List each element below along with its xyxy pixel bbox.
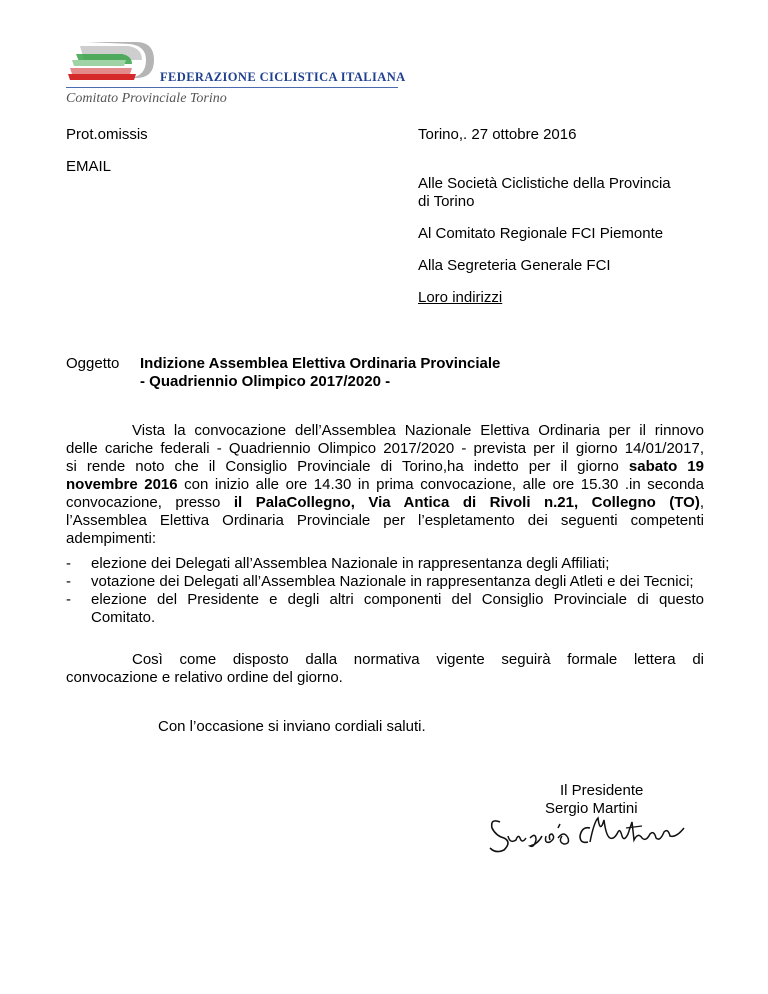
body-paragraph	[66, 422, 704, 548]
paragraph-line: Vista la convocazione dell’Assemblea Nazionale Elettiva Ordinaria per il rinnovo	[132, 422, 704, 439]
letterhead-divider	[66, 87, 398, 88]
paragraph-line: adempimenti:	[66, 530, 157, 547]
signatory-role: Il Presidente	[560, 782, 644, 799]
subject-subtitle: - Quadriennio Olimpico 2017/2020 -	[140, 373, 391, 390]
protocol-number: Prot.omissis	[66, 126, 148, 143]
handwritten-signature	[486, 808, 696, 858]
agenda-item-text: votazione dei Delegati all’Assemblea Nazionale in rappresentanza degli Atleti e dei Tecnici;	[91, 573, 694, 590]
paragraph-line: convocazione e relativo ordine del giorno.	[66, 669, 343, 686]
agenda-item-text: elezione dei Delegati all’Assemblea Nazionale in rappresentanza degli Affiliati;	[91, 555, 610, 572]
agenda-item	[66, 573, 704, 591]
place-date: Torino,. 27 ottobre 2016	[418, 126, 577, 143]
agenda-item-text: elezione del Presidente e degli altri componenti del Consiglio Provinciale di questo Comitato.	[91, 591, 704, 626]
recipient-line: Alla Segreteria Generale FCI	[418, 257, 611, 274]
text-run: si rende noto che il Consiglio Provinciale di Torino,ha indetto per il giorno	[66, 458, 629, 475]
subject-label: Oggetto	[66, 355, 120, 372]
meeting-date-bold: sabato 19	[628, 458, 704, 475]
bullet-dash: -	[66, 591, 71, 608]
paragraph-line: delle cariche federali - Quadriennio Olimpico 2017/2020 - prevista per il giorno 14/01/2017,	[66, 440, 704, 457]
agenda-item	[66, 555, 704, 573]
bullet-dash: -	[66, 555, 71, 572]
paragraph-line: Così come disposto dalla normativa vigente seguirà formale lettera di	[132, 651, 704, 668]
agenda-item	[66, 591, 704, 627]
fci-logo	[66, 38, 158, 84]
closing-greeting: Con l’occasione si inviano cordiali saluti.	[158, 718, 426, 735]
recipient-line: Alle Società Ciclistiche della Provincia	[418, 175, 671, 192]
recipient-line: di Torino	[418, 193, 475, 210]
paragraph-line: l’Assemblea Elettiva Ordinaria Provinciale per l’espletamento dei seguenti competenti	[66, 512, 704, 529]
text-run: ,	[699, 494, 704, 511]
recipient-line: Al Comitato Regionale FCI Piemonte	[418, 225, 664, 242]
text-run: convocazione, presso	[66, 494, 234, 511]
recipient-line: Loro indirizzi	[418, 289, 503, 306]
venue-bold: il PalaCollegno, Via Antica di Rivoli n.21, Collegno (TO)	[233, 494, 700, 511]
signatory-name: Sergio Martini	[545, 800, 638, 817]
organization-name: FEDERAZIONE CICLISTICA ITALIANA	[160, 70, 406, 84]
subject-title: Indizione Assemblea Elettiva Ordinaria Provinciale	[140, 355, 501, 372]
committee-name: Comitato Provinciale Torino	[66, 91, 227, 106]
bullet-dash: -	[66, 573, 71, 590]
agenda-list	[66, 555, 704, 627]
paragraph-line	[66, 458, 704, 476]
text-run: con inizio alle ore 14.30 in prima convocazione, alle ore 15.30 .in seconda	[177, 476, 704, 493]
delivery-channel: EMAIL	[66, 158, 112, 175]
paragraph-line	[66, 494, 704, 512]
body-paragraph	[66, 651, 704, 687]
meeting-date-bold: novembre 2016	[66, 476, 178, 493]
paragraph-line	[66, 476, 704, 494]
